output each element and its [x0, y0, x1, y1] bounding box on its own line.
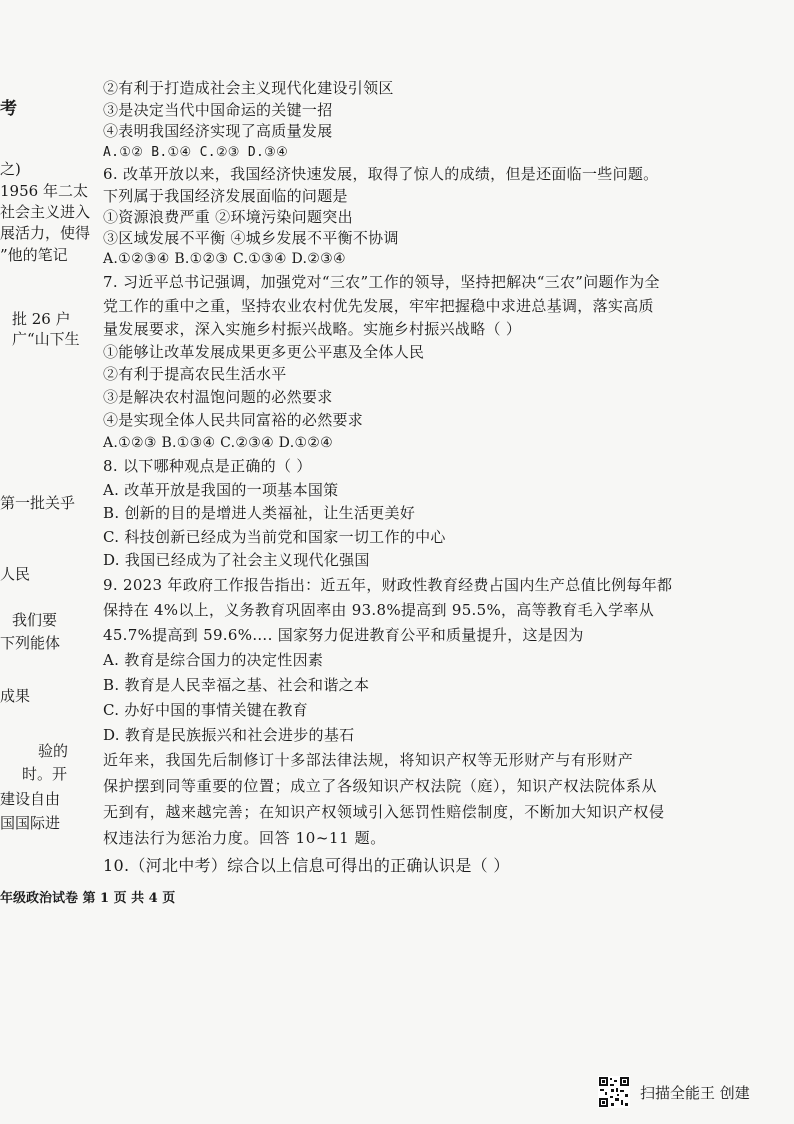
- option-line: D. 我国已经成为了社会主义现代化强国: [103, 551, 370, 569]
- material-paragraph: 保护摆到同等重要的位置；成立了各级知识产权法院（庭），知识产权法院体系从: [103, 777, 658, 795]
- scanner-watermark: 扫描全能王 创建: [640, 1084, 750, 1102]
- question-9-stem: 保持在 4%以上，义务教育巩固率由 93.8%提高到 95.5%，高等教育毛入学率从: [103, 601, 655, 619]
- answer-choices: A.①②③④ B.①②③ C.①③④ D.②③④: [103, 251, 346, 267]
- question-10-stem: 10.（河北中考）综合以上信息可得出的正确认识是（ ）: [103, 856, 510, 875]
- margin-fragment: 验的: [38, 742, 69, 760]
- option-line: C. 办好中国的事情关键在教育: [103, 701, 308, 719]
- material-paragraph: 近年来，我国先后制修订十多部法律法规，将知识产权等无形财产与有形财产: [103, 751, 634, 769]
- question-7-stem: 7. 习近平总书记强调，加强党对“三农”工作的领导，坚持把解决“三农”问题作为全: [103, 273, 660, 291]
- option-line: B. 教育是人民幸福之基、社会和谐之本: [103, 676, 370, 694]
- margin-fragment: 国国际进: [0, 814, 61, 832]
- option-line: ②有利于提高农民生活水平: [103, 365, 287, 383]
- option-line: B. 创新的目的是增进人类福祉，让生活更美好: [103, 504, 416, 522]
- margin-fragment: 1956 年二太: [0, 182, 88, 200]
- margin-fragment: 我们要: [12, 611, 58, 629]
- question-9-stem: 45.7%提高到 59.6%…. 国家努力促进教育公平和质量提升，这是因为: [103, 626, 584, 644]
- option-line: A. 教育是综合国力的决定性因素: [103, 651, 324, 669]
- margin-fragment: 时。开: [22, 765, 68, 783]
- option-line: ④表明我国经济实现了高质量发展: [103, 122, 333, 140]
- option-line: ①能够让改革发展成果更多更公平惠及全体人民: [103, 343, 425, 361]
- margin-fragment: 人民: [0, 565, 31, 583]
- option-line: ③是解决农村温饱问题的必然要求: [103, 388, 333, 406]
- question-6-stem: 6. 改革开放以来，我国经济快速发展，取得了惊人的成绩，但是还面临一些问题。: [103, 165, 659, 183]
- option-line: C. 科技创新已经成为当前党和国家一切工作的中心: [103, 528, 446, 546]
- question-8-stem: 8. 以下哪种观点是正确的（ ）: [103, 457, 312, 475]
- margin-fragment: 展活力，使得: [0, 224, 91, 242]
- option-line: ③区域发展不平衡 ④城乡发展不平衡不协调: [103, 229, 399, 247]
- page-footer: 年级政治试卷 第 1 页 共 4 页: [0, 891, 176, 906]
- option-line: A. 改革开放是我国的一项基本国策: [103, 481, 339, 499]
- question-7-stem: 量发展要求，深入实施乡村振兴战略。实施乡村振兴战略（ ）: [103, 320, 522, 338]
- margin-fragment: 建设自由: [0, 790, 61, 808]
- option-line: ②有利于打造成社会主义现代化建设引领区: [103, 79, 394, 97]
- option-line: D. 教育是民族振兴和社会进步的基石: [103, 726, 355, 744]
- margin-fragment: ”他的笔记: [0, 246, 68, 264]
- margin-fragment: 批 26 户: [12, 310, 71, 328]
- margin-fragment: 考: [0, 99, 17, 119]
- margin-fragment: 之): [0, 160, 21, 178]
- option-line: ④是实现全体人民共同富裕的必然要求: [103, 411, 364, 429]
- material-paragraph: 权违法行为惩治力度。回答 10~11 题。: [103, 829, 386, 847]
- question-7-stem: 党工作的重中之重，坚持农业农村优先发展，牢牢把握稳中求进总基调，落实高质: [103, 297, 654, 315]
- option-line: ③是决定当代中国命运的关键一招: [103, 101, 333, 119]
- qr-code-icon: [598, 1076, 630, 1108]
- margin-fragment: 广“山下生: [12, 330, 80, 348]
- margin-fragment: 社会主义进入: [0, 203, 91, 221]
- answer-choices: A.①②③ B.①③④ C.②③④ D.①②④: [103, 435, 333, 451]
- question-9-stem: 9. 2023 年政府工作报告指出：近五年，财政性教育经费占国内生产总值比例每年都: [103, 576, 673, 594]
- question-6-stem: 下列属于我国经济发展面临的问题是: [103, 187, 348, 205]
- margin-fragment: 成果: [0, 687, 31, 705]
- material-paragraph: 无到有，越来越完善；在知识产权领域引入惩罚性赔偿制度，不断加大知识产权侵: [103, 803, 665, 821]
- answer-choices: A.①② B.①④ C.②③ D.③④: [103, 145, 289, 160]
- margin-fragment: 第一批关乎: [0, 494, 76, 512]
- margin-fragment: 下列能体: [0, 634, 61, 652]
- option-line: ①资源浪费严重 ②环境污染问题突出: [103, 208, 353, 226]
